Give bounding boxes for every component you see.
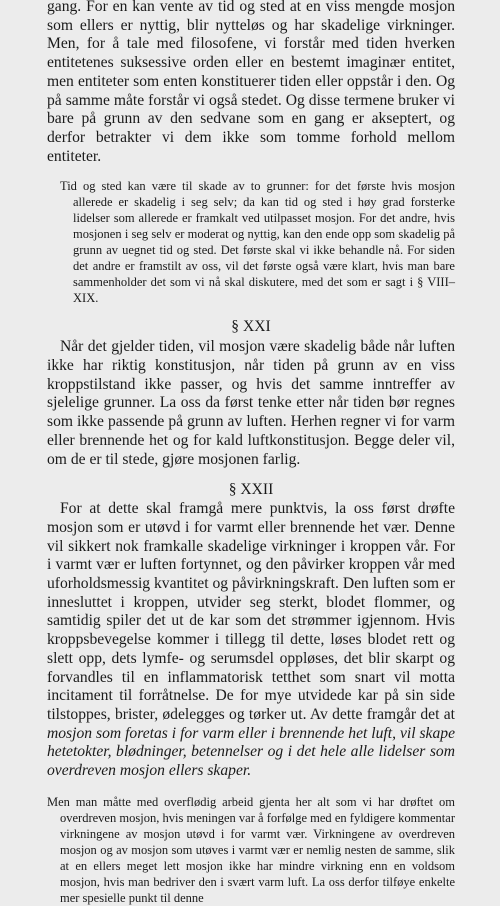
body-text-emphasis: mosjon som foretas i for varm eller i brennende het luft, vil skape hetetokter, blødninger, betennelser og i det hele alle lidelser som overdreven mosjon ellers skaper. [47,724,455,780]
body-text-plain: For at dette skal framgå mere punktvis, la oss først drøfte mosjon som er utøvd i for varmt eller brennende het vær. Denne vil sikkert nok framkalle skadelige virkninger i kroppen vår. For i varmt vær er luften fortynnet, og den påvirker kroppen vår med uforholdsmessig kvantitet og påvirkningskraft. Den luften som er innesluttet i kroppen, utvider seg sterkt, blodet flommer, og samtidig spiler det ut de kar som det strømmer igjennom. Hvis kroppsbevegelse kommer i tillegg til dette, løses blodet rett og slett opp, dets lymfe- og serumsdel oppløses, det blir skarpt og forvandles til en inflammatorisk tetthet som snart vil motta incitament til forråtnelse. De for mye utvidede kar på sin side tilstoppes, brister, ødelegges og tørker ut. Av dette framgår det at [47,500,455,723]
body-paragraph [47,500,455,781]
note-paragraph: Tid og sted kan være til skade av to grunner: for det første hvis mosjon allerede er skadelig i seg selv; da kan tid og sted i høy grad forsterke lidelser som allerede er framkalt ved utilpasset mosjon. For det andre, hvis mosjonen i seg selv er moderat og nyttig, kan den ende opp som skadelig på grunn av uegnet tid og sted. Det første skal vi ikke behandle nå. For siden det andre er framstilt av oss, vil det første også være klart, hvis man bare sammenholder det som vi nå skal diskutere, med det som er sagt i § VIII– XIX. [60,179,455,306]
body-paragraph: Når det gjelder tiden, vil mosjon være skadelig både når luften ikke har riktig konstitusjon, når tiden på grunn av en viss kroppstilstand ikke passer, og hvis det samme inntreffer av sjelelige grunner. La oss da først tenke etter når tiden bør regnes som ikke passende på grunn av luften. Herhen regner vi for varm eller brennende het og for kald luftkonstitusjon. Begge deler vil, om de er til stede, gjøre mosjonen farlig. [47,338,455,468]
note-paragraph: Men man måtte med overflødig arbeid gjenta her alt som vi har drøftet om overdreven mosjon, hvis meningen var å forfølge med en fyldigere kommentar virkningene av mosjon utøvd i for varmt vær. Virkningene av overdreven mosjon og av mosjon som utøves i varmt vær er nemlig nesten de samme, slik at en ellers meget lett mosjon ikke har mindre virkning enn en voldsom mosjon, hvis man bedriver den i svært varm luft. La oss derfor tilføye enkelte mer spesielle punkt til denne [47,794,455,905]
body-paragraph: gang. For en kan vente av tid og sted at en viss mengde mosjon som ellers er nyttig, blir nytteløs og har skadelige virkninger. Men, for å tale med filosofene, vi forstår med tiden hverken entitetenes suksessive orden eller en bestemt imaginær entitet, men entiteter som enten konstituerer tiden eller oppstår i den. Og på samme måte forstår vi også stedet. Og disse termene bruker vi bare på grunn av den sedvane som en gang er akseptert, og derfor betrakter vi dem ikke som tomme forhold mellom entiteter. [47,0,455,165]
section-heading: § XXII [228,481,274,499]
section-heading: § XXI [231,318,271,336]
